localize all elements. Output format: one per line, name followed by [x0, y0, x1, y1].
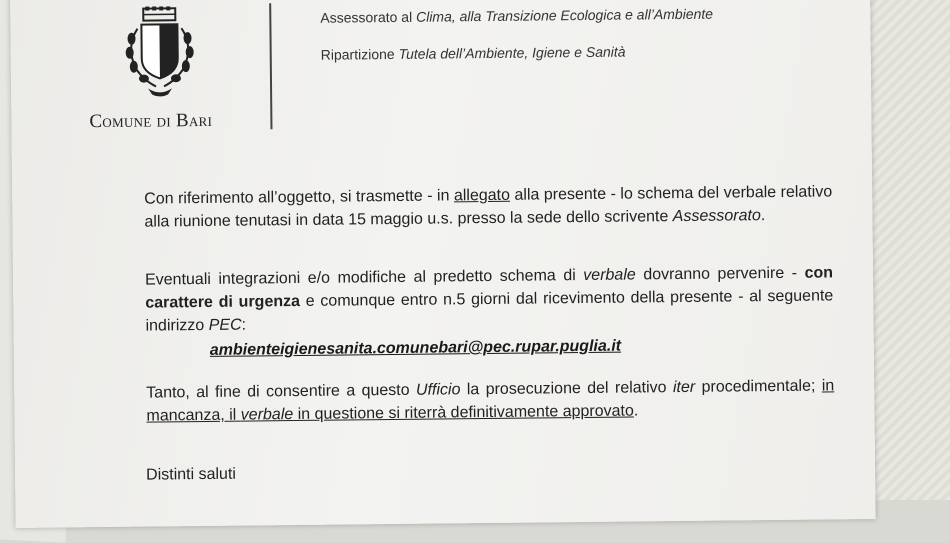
org-logo-text: Comune di Bari [89, 110, 212, 133]
header-divider [269, 3, 272, 129]
closing-salutation: Distinti saluti [146, 466, 236, 485]
division-line: Ripartizione Tutela dell’Ambiente, Igiene e Sanità [321, 44, 626, 63]
coat-of-arms-icon [117, 6, 202, 99]
paragraph-1: Con riferimento all’oggetto, si trasmette - in allegato alla presente - lo schema del verbale relativo alla riunione tenutasi in data 15 maggio u.s. presso la sede dello scrivente Assessorato. [94, 180, 832, 234]
paragraph-3: Tanto, al fine di consentire a questo Ufficio la prosecuzione del relativo iter procedimentale; in mancanza, il verbale in questione si riterrà definitivamente approvato. [96, 374, 834, 428]
document-page [10, 0, 876, 528]
paragraph-2: Eventuali integrazioni e/o modifiche al predetto schema di verbale dovranno pervenire - con carattere di urgenza e comunque entro n.5 giorni dal ricevimento della presente - al seguente indirizzo PEC: [95, 261, 834, 338]
pec-email-address: ambienteigienesanita.comunebari@pec.rupar.puglia.it [210, 338, 621, 360]
department-line: Assessorato al Clima, alla Transizione Ecologica e all’Ambiente [320, 6, 713, 26]
